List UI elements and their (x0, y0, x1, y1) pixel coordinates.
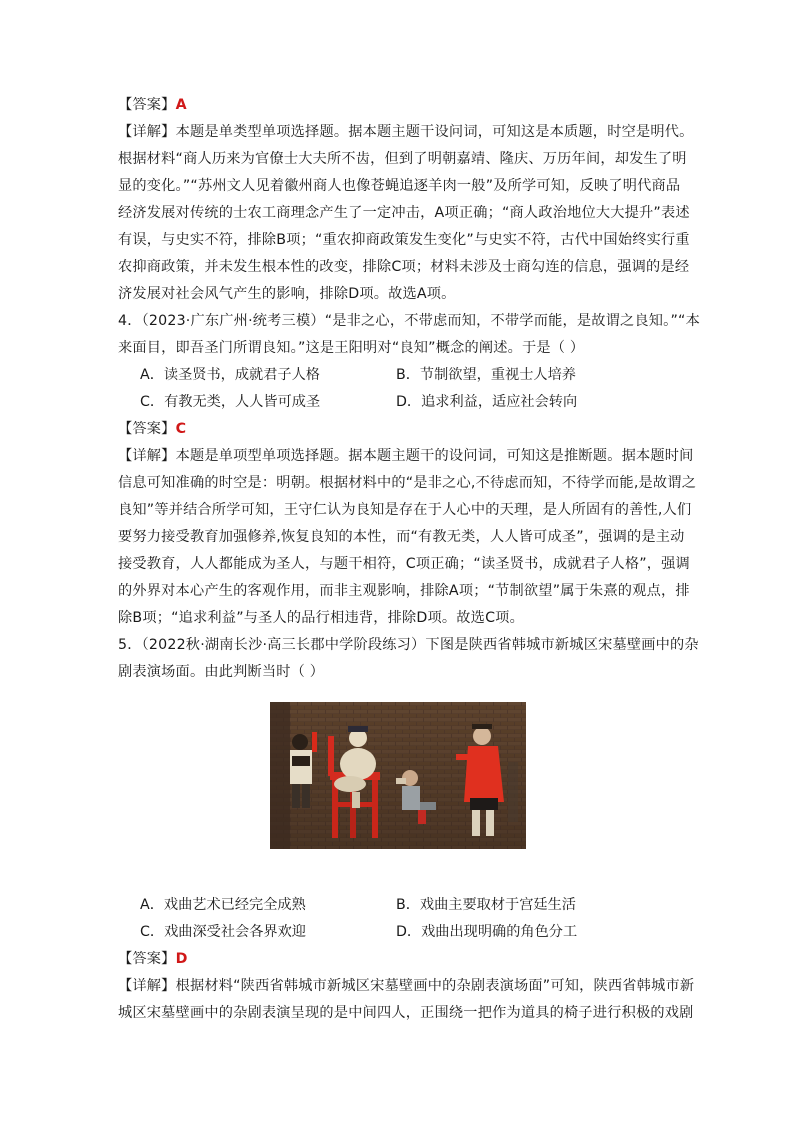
q5-option-d: D．戏曲出现明确的角色分工 (396, 924, 578, 940)
q4-explain-line-4: 接受教育，人人都能成为圣人，与题干相符，C项正确；“读圣贤书，成就君子人格”，强调 (118, 556, 690, 572)
mural-illustration (270, 702, 526, 849)
q5-stem-line-0: 5．（2022秋·湖南长沙·高三长郡中学阶段练习）下图是陕西省韩城市新城区宋墓壁画中的杂 (118, 637, 699, 653)
q4-option-c: C．有教无类，人人皆可成圣 (140, 394, 321, 410)
q3-explain-line-1: 根据材料“商人历来为官僚士大夫所不齿，但到了明朝嘉靖、隆庆、万历年间，却发生了明 (118, 151, 687, 167)
q3-explain-line-6: 济发展对社会风气产生的影响，排除D项。故选A项。 (118, 286, 456, 302)
q4-option-b: B．节制欲望，重视士人培养 (396, 367, 576, 383)
q4-explain-line-3: 要努力接受教育加强修养,恢复良知的本性，而“有教无类，人人皆可成圣”，强调的是主动 (118, 529, 685, 545)
answer-value: A (175, 97, 187, 113)
explain-text: 本题是单项型单项选择题。据本题主题干的设问词，可知这是推断题。据本题时间 (175, 448, 694, 464)
q4-options-row-2 (118, 389, 688, 416)
q5-stem-line-1: 剧表演场面。由此判断当时（ ） (118, 664, 325, 680)
q3-explain-line-4: 有误，与史实不符，排除B项；“重农抑商政策发生变化”与史实不符，古代中国始终实行重 (118, 232, 690, 248)
q3-explain-line-2: 显的变化。”“苏州文人见着徽州商人也像苍蝇追逐羊肉一般”及所学可知，反映了明代商品 (118, 178, 681, 194)
explain-text: 本题是单类型单项选择题。据本题主题干设问词，可知这是本质题，时空是明代。 (175, 124, 694, 140)
q5-explain-line-1: 城区宋墓壁画中的杂剧表演呈现的是中间四人，正围绕一把作为道具的椅子进行积极的戏剧 (118, 1005, 694, 1021)
answer-value: D (175, 951, 188, 967)
answer-tag: 【答案】 (118, 951, 176, 967)
q5-answer-line (118, 946, 688, 973)
q3-explain-line-0 (118, 119, 694, 146)
q4-stem-line-1: 来面目，即吾圣门所谓良知。”这是王阳明对“良知”概念的阐述。于是（ ） (118, 340, 585, 356)
q5-option-a: A．戏曲艺术已经完全成熟 (140, 897, 306, 913)
q3-answer-line (118, 92, 688, 119)
q5-option-b: B．戏曲主要取材于宫廷生活 (396, 897, 576, 913)
explain-tag: 【详解】 (118, 978, 176, 994)
answer-value: C (175, 421, 187, 437)
q5-options-row-2 (118, 919, 688, 946)
explain-tag: 【详解】 (118, 124, 176, 140)
explain-tag: 【详解】 (118, 448, 176, 464)
q4-explain-line-2: 良知”等并结合所学可知，王守仁认为良知是存在于人心中的天理，是人所固有的善性,人们 (118, 502, 692, 518)
answer-tag: 【答案】 (118, 97, 176, 113)
q4-option-a: A．读圣贤书，成就君子人格 (140, 367, 320, 383)
q3-explain-line-5: 农抑商政策，并未发生根本性的改变，排除C项；材料未涉及士商勾连的信息，强调的是经 (118, 259, 690, 275)
q5-option-c: C．戏曲深受社会各界欢迎 (140, 924, 306, 940)
q4-answer-line (118, 416, 688, 443)
q4-explain-line-1: 信息可知准确的时空是：明朝。根据材料中的“是非之心,不待虑而知，不待学而能,是故谓之 (118, 475, 697, 491)
q4-options-row-1 (118, 362, 688, 389)
answer-tag: 【答案】 (118, 421, 176, 437)
q3-explain-line-3: 经济发展对传统的士农工商理念产生了一定冲击，A项正确；“商人政治地位大大提升”表述 (118, 205, 690, 221)
q4-stem-line-0: 4．（2023·广东广州·统考三模）“是非之心，不带虑而知，不带学而能，是故谓之良知。”“本 (118, 313, 700, 329)
explain-text: 根据材料“陕西省韩城市新城区宋墓壁画中的杂剧表演场面”可知，陕西省韩城市新 (175, 978, 695, 994)
q4-explain-line-5: 的外界对本心产生的客观作用，而非主观影响，排除A项；“节制欲望”属于朱熹的观点，排 (118, 583, 690, 599)
document-page (118, 92, 700, 1027)
q5-explain-line-0 (118, 973, 695, 1000)
song-tomb-mural-image (270, 702, 526, 849)
q4-option-d: D．追求利益，适应社会转向 (396, 394, 578, 410)
q5-options-row-1 (118, 892, 688, 919)
q4-explain-line-0 (118, 443, 694, 470)
q4-explain-line-6: 除B项；“追求利益”与圣人的品行相违背，排除D项。故选C项。 (118, 610, 524, 626)
